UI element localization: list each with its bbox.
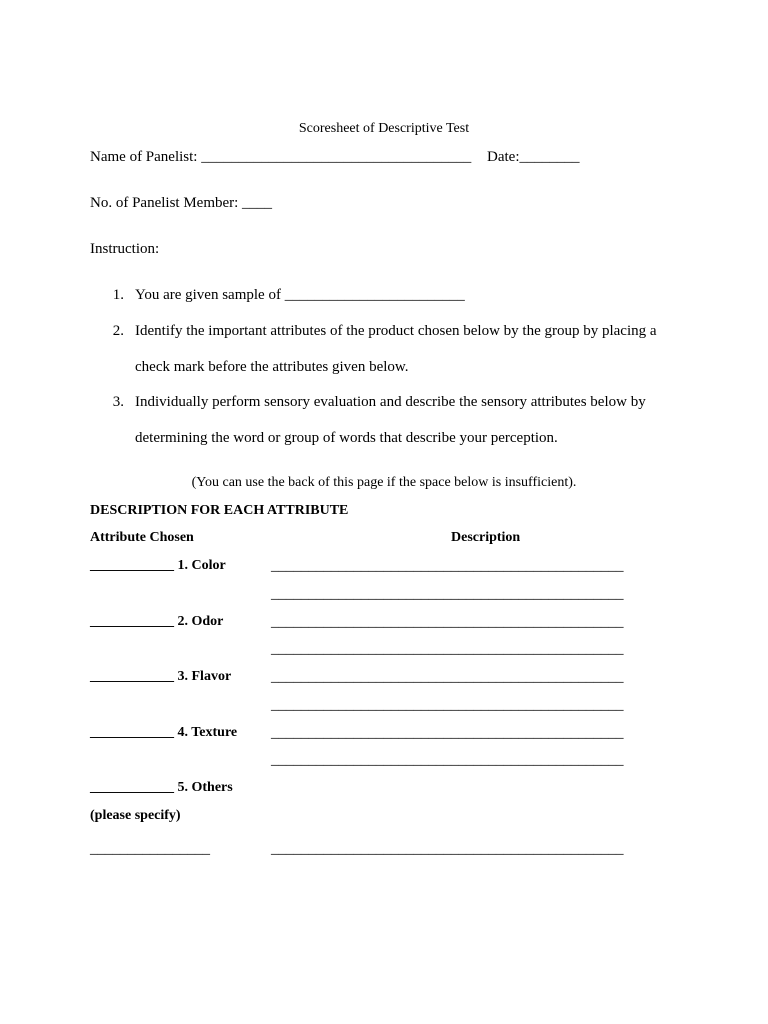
description-blank: _______________________________________________ (271, 614, 624, 630)
description-blank: _______________________________________________ (271, 641, 624, 657)
document-title: Scoresheet of Descriptive Test (298, 121, 470, 136)
attribute-item-flavor: ____________ 3. Flavor (90, 669, 232, 684)
instruction-number: 1. (112, 287, 124, 303)
description-column-header: Description (451, 530, 521, 545)
others-specify-label: (please specify) (90, 808, 181, 823)
attribute-item-color: ____________ 1. Color (90, 558, 226, 573)
instruction-number: 2. (112, 323, 124, 339)
attribute-item-others: ____________ 5. Others (90, 780, 233, 795)
instruction-text: check mark before the attributes given below. (135, 359, 409, 375)
panelist-name-field: Name of Panelist: ____________________________________ (90, 149, 472, 165)
description-blank: _______________________________________________ (271, 586, 624, 602)
attribute-item-texture: ____________ 4. Texture (90, 725, 238, 740)
instruction-text: Individually perform sensory evaluation and describe the sensory attributes below by (135, 394, 646, 410)
description-blank: _______________________________________________ (271, 697, 624, 713)
space-note: (You can use the back of this page if the space below is insufficient). (191, 475, 577, 490)
instruction-text: Identify the important attributes of the product chosen below by the group by placing a (135, 323, 657, 339)
others-specify-blank: ________________ (90, 841, 210, 857)
description-blank: _______________________________________________ (271, 669, 624, 685)
description-blank: _______________________________________________ (271, 841, 624, 857)
instruction-heading: Instruction: (90, 241, 160, 257)
description-blank: _______________________________________________ (271, 725, 624, 741)
instruction-text: determining the word or group of words that describe your perception. (135, 430, 558, 446)
instruction-text: You are given sample of ________________________ (135, 287, 465, 303)
date-field: Date:________ (487, 149, 580, 165)
description-blank: _______________________________________________ (271, 752, 624, 768)
attribute-column-header: Attribute Chosen (90, 530, 194, 545)
attribute-item-odor: ____________ 2. Odor (90, 614, 224, 629)
instruction-number: 3. (112, 394, 124, 410)
panelist-member-field: No. of Panelist Member: ____ (90, 195, 273, 211)
section-heading: DESCRIPTION FOR EACH ATTRIBUTE (90, 503, 349, 518)
description-blank: _______________________________________________ (271, 558, 624, 574)
